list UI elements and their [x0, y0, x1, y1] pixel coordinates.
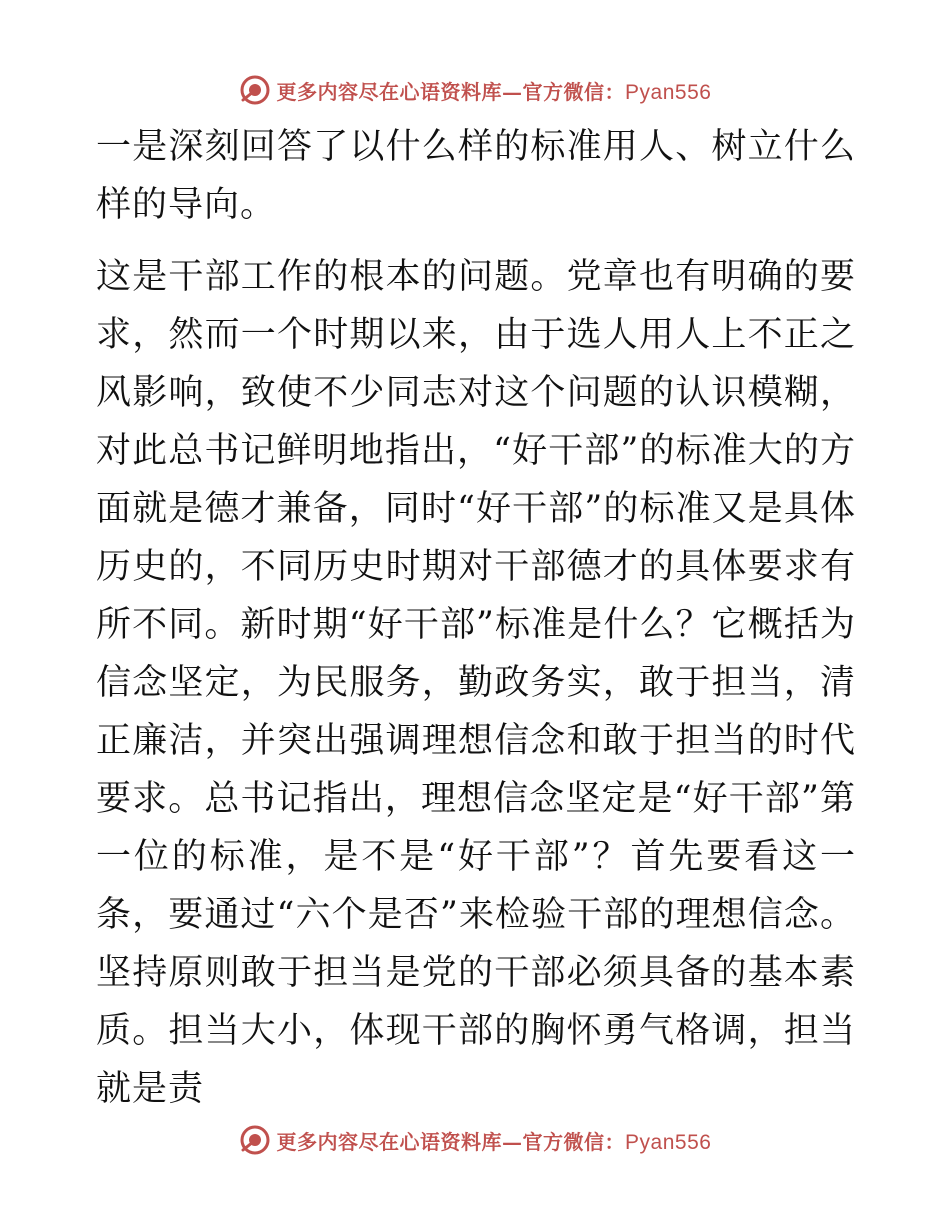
- paragraph-1: 一是深刻回答了以什么样的标准用人、树立什么样的导向。: [96, 127, 856, 225]
- logo-icon: [239, 1124, 271, 1156]
- watermark-text: 更多内容尽在心语资料库—官方微信：Pyan556: [276, 1129, 712, 1154]
- document-body: [96, 118, 856, 1118]
- watermark-handle: Pyan556: [625, 1130, 712, 1154]
- footer-watermark: [0, 1120, 950, 1160]
- header-watermark: [0, 70, 950, 110]
- watermark-handle: Pyan556: [625, 80, 712, 104]
- watermark-text: 更多内容尽在心语资料库—官方微信：Pyan556: [276, 79, 712, 104]
- logo-icon: [239, 74, 271, 106]
- paragraph-2: 这是干部工作的根本的问题。党章也有明确的要求，然而一个时期以来，由于选人用人上不正之风影响，致使不少同志对这个问题的认识模糊，对此总书记鲜明地指出，“好干部”的标准大的方面就是德才兼备，同时“好干部”的标准又是具体历史的，不同历史时期对干部德才的具体要求有所不同。新时期“好干部”标准是什么？它概括为信念坚定，为民服务，勤政务实，敢于担当，清正廉洁，并突出强调理想信念和敢于担当的时代要求。总书记指出，理想信念坚定是“好干部”第一位的标准，是不是“好干部”？首先要看这一条，要通过“六个是否”来检验干部的理想信念。坚持原则敢于担当是党的干部必须具备的基本素质。担当大小，体现干部的胸怀勇气格调，担当就是责: [96, 257, 856, 1109]
